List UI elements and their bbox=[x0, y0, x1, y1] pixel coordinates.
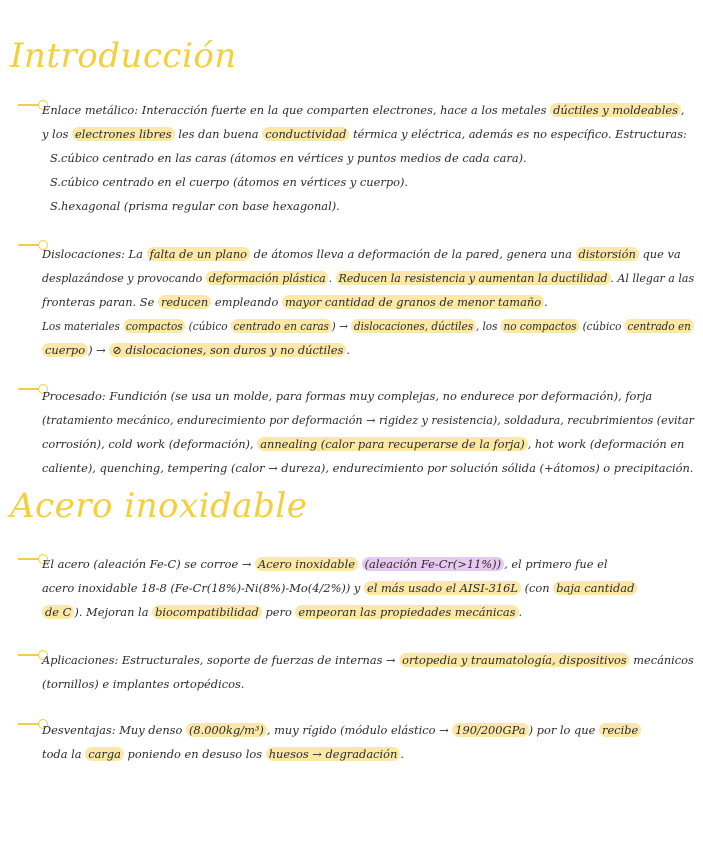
highlight: empeoran las propiedades mecánicas bbox=[295, 605, 518, 619]
highlight: Reducen la resistencia y aumentan la ductilidad bbox=[336, 271, 611, 285]
heading-introduccion: Introducción bbox=[10, 36, 237, 76]
text-line: corrosión), cold work (deformación), annealing (calor para recuperarse de la forja) , hot work (deformación en bbox=[42, 437, 685, 451]
highlight: ortopedia y traumatología, dispositivos bbox=[399, 653, 630, 667]
highlight: cuerpo bbox=[42, 343, 88, 357]
paragraph-procesado bbox=[42, 384, 694, 480]
text-line: Enlace metálico: Interacción fuerte en la que comparten electrones, hace a los metales dúctiles y moldeables , bbox=[42, 103, 685, 117]
highlight: no compactos bbox=[501, 319, 580, 333]
text-line: fronteras paran. Se reducen empleando mayor cantidad de granos de menor tamaño . bbox=[42, 295, 548, 309]
highlight: biocompatibilidad bbox=[152, 605, 262, 619]
text-line: Dislocaciones: La falta de un plano de átomos lleva a deformación de la pared, genera una distorsión que va bbox=[42, 247, 681, 261]
heading-acero-inoxidable: Acero inoxidable bbox=[10, 486, 308, 526]
paragraph-dislocaciones bbox=[42, 242, 695, 362]
text-line: Desventajas: Muy denso (8.000kg/m³) , muy rígido (módulo elástico → 190/200GPa ) por lo que recibe bbox=[42, 718, 682, 742]
highlight-purple: (aleación Fe-Cr(>11%)) bbox=[362, 557, 504, 571]
highlight: conductividad bbox=[262, 127, 349, 141]
text-line: S.cúbico centrado en el cuerpo (átomos en vértices y cuerpo). bbox=[50, 175, 409, 189]
highlight: annealing (calor para recuperarse de la forja) bbox=[257, 437, 527, 451]
highlight: electrones libres bbox=[72, 127, 175, 141]
text-line: Aplicaciones: Estructurales, soporte de fuerzas de internas → ortopedia y traumatología, dispositivos mecánicos bbox=[42, 653, 694, 667]
highlight: (8.000kg/m³) bbox=[186, 723, 267, 737]
highlight: centrado en caras bbox=[231, 319, 332, 333]
highlight: carga bbox=[85, 747, 124, 761]
text-line: (tratamiento mecánico, endurecimiento por deformación → rigidez y resistencia), soldadura, recubrimientos (evitar bbox=[42, 413, 694, 427]
paragraph-acero bbox=[42, 552, 682, 624]
highlight: baja cantidad bbox=[553, 581, 637, 595]
paragraph-desventajas bbox=[42, 718, 682, 766]
text-line: y los electrones libres les dan buena conductividad térmica y eléctrica, además es no específico. Estructuras: bbox=[42, 127, 687, 141]
highlight: centrado en bbox=[625, 319, 694, 333]
highlight: recibe bbox=[599, 723, 641, 737]
highlight: dúctiles y moldeables bbox=[550, 103, 681, 117]
text-line: El acero (aleación Fe-C) se corroe → Acero inoxidable (aleación Fe-Cr(>11%)) , el primero fue el bbox=[42, 557, 608, 571]
text-line: desplazándose y provocando deformación plástica . Reducen la resistencia y aumentan la ductilidad . Al llegar a las bbox=[42, 271, 695, 285]
text-line: toda la carga poniendo en desuso los huesos → degradación . bbox=[42, 747, 404, 761]
text-line: cuerpo ) → ⊘ dislocaciones, son duros y no dúctiles . bbox=[42, 338, 682, 362]
paragraph-aplicaciones bbox=[42, 648, 694, 696]
text-line: Procesado: Fundición (se usa un molde, para formas muy complejas, no endurece por deformación), forja bbox=[42, 389, 653, 403]
highlight: el más usado el AISI-316L bbox=[364, 581, 521, 595]
highlight: huesos → degradación bbox=[266, 747, 401, 761]
text-line: de C ). Mejoran la biocompatibilidad pero empeoran las propiedades mecánicas . bbox=[42, 600, 682, 624]
text-line: caliente), quenching, tempering (calor → dureza), endurecimiento por solución sólida (+átomos) o precipitación. bbox=[42, 461, 694, 475]
highlight: Acero inoxidable bbox=[255, 557, 358, 571]
text-line: (tornillos) e implantes ortopédicos. bbox=[42, 677, 245, 691]
text-line: Los materiales compactos (cúbico centrado en caras ) → dislocaciones, dúctiles , los no compactos (cúbico centrado en bbox=[42, 314, 629, 338]
highlight: dislocaciones, dúctiles bbox=[351, 319, 476, 333]
paragraph-enlace-metalico bbox=[42, 98, 687, 218]
text-line: S.cúbico centrado en las caras (átomos en vértices y puntos medios de cada cara). bbox=[50, 151, 527, 165]
text-line: S.hexagonal (prisma regular con base hexagonal). bbox=[50, 199, 340, 213]
highlight: compactos bbox=[123, 319, 185, 333]
highlight: ⊘ dislocaciones, son duros y no dúctiles bbox=[109, 343, 346, 357]
highlight: 190/200GPa bbox=[452, 723, 528, 737]
highlight: mayor cantidad de granos de menor tamaño bbox=[282, 295, 544, 309]
highlight: distorsión bbox=[576, 247, 639, 261]
text-line: acero inoxidable 18-8 (Fe-Cr(18%)-Ni(8%)-Mo(4/2%)) y el más usado el AISI-316L (con baja cantidad bbox=[42, 576, 682, 600]
highlight: falta de un plano bbox=[147, 247, 251, 261]
highlight: reducen bbox=[158, 295, 211, 309]
highlight: de C bbox=[42, 605, 74, 619]
highlight: deformación plástica bbox=[206, 271, 329, 285]
